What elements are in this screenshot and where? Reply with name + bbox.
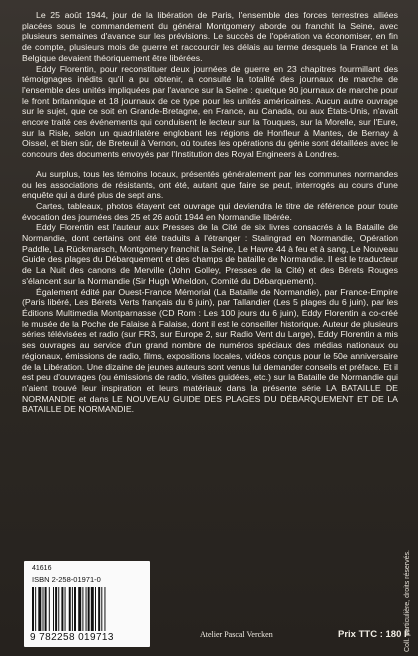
paragraph-liberation: Le 25 août 1944, jour de la libération de Paris, l'ensemble des forces terrestres alliées placées sous le commandement du général Montgomery aborde ou franchit la Seine, avec plusieurs semaines d'avance sur les prévisions. Le succès de l'opération va économiser, en fin de compte, plusieurs mois de guerre et raccourcir les délais au terme desquels la France et la Belgique devaient théoriquement être libérées. (22, 10, 398, 63)
paragraph-author-career: Également édité par Ouest-France Mémorial (La Bataille de Normandie), par France-Empire (Paris libéré, Les Bérets Verts français du 6 juin), par Tallandier (Les 5 plages du 6 juin), par les Éditions Multimedia Montparnasse (CD Rom : Les 100 jours du 6 juin), Eddy Florentin a co-créé le musée de la Poche de Falaise à Falaise, dont il est le conseiller historique. Auteur de plusieurs séries télévisées et radio (sur FR3, sur Europe 2, sur Radio Vent du Large), Eddy Florentin a mis ses ouvrages au service d'un grand nombre de numéros spéciaux des médias nationaux ou régionaux, émissions de radio, films, expositions locales, vidéos conçus pour le 50e anniversaire de la Libération. Une dizaine de jeunes auteurs sont venus lui demander conseils et préface. Et il est peu d'ouvrages (ou émissions de radio, visites guidées, etc.) sur la Bataille de Normandie qui n'aient trouvé leur inspiration et leurs matériaux dans la présente série LA BATAILLE DE NORMANDIE et dans LE NOUVEAU GUIDE DES PLAGES DU DÉBARQUEMENT ET DE LA BATAILLE DE NORMANDIE. (22, 286, 398, 415)
barcode-panel (24, 561, 150, 647)
blurb-text (22, 10, 398, 415)
paragraph-illustrations: Cartes, tableaux, photos étayent cet ouvrage qui deviendra le titre de référence pour toute évocation des journées des 25 et 26 août 1944 en Normandie libérée. (22, 200, 398, 222)
paragraph-author-books: Eddy Florentin est l'auteur aux Presses de la Cité de six livres consacrés à la Bataille de Normandie, dont certains ont été traduits à l'étranger : Stalingrad en Normandie, Opération Paddle, La Rückmarsch, Montgomery franchit la Seine, Le Havre 44 à feu et à sang, Le Nouveau Guide des plages du Débarquement et des champs de bataille de Normandie. Il est le traducteur de La Nuit des canons de Merville (John Golley, Presses de la Cité) et des Bérets Rouges s'élancent sur la Normandie (Sir Hugh Wheldon, Comité du Débarquement). (22, 222, 398, 286)
barcode-icon (32, 587, 142, 631)
price-label: Prix TTC : 180 F (338, 629, 410, 640)
photo-credit: Coll. particulière, droits réservés. (404, 550, 411, 652)
publisher-credit: Atelier Pascal Vercken (200, 630, 273, 639)
paragraph-research: Eddy Florentin, pour reconstituer deux journées de guerre en 23 chapitres fourmillant des témoignages inédits qu'il a pu obtenir, a consulté la totalité des journaux de marche de l'ensemble des unités impliquées par l'avance sur la Seine : quelque 90 journaux de marche pour le front britannique et 18 journaux de ce type pour les unités américaines. Aucun autre ouvrage sur le sujet, que ce soit en Grande-Bretagne, en France, au Canada, ou aux États-Unis, n'avait encore traité ces événements qui conduisent le lecteur sur la Touques, sur la Morelle, sur l'Eure, sur la Risle, selon un quadrilatère englobant les régions de Honfleur à Mantes, de Bernay à Oissel, et bien sûr, de Breteuil à Vernon, où toutes les opérations du génie sont détaillées avec le concours des documents envoyés par l'Institution des Royal Engineers à Londres. (22, 63, 398, 160)
product-code: 41616 (32, 565, 52, 572)
paragraph-witnesses: Au surplus, tous les témoins locaux, présentés généralement par les communes normandes ou les associations de résistants, ont été, autant que faire se peut, interrogés au cours d'une enquête qui a duré plus de sept ans. (22, 168, 398, 201)
barcode-number: 9 782258 019713 (30, 632, 114, 643)
isbn-label: ISBN 2-258-01971-0 (32, 575, 101, 584)
